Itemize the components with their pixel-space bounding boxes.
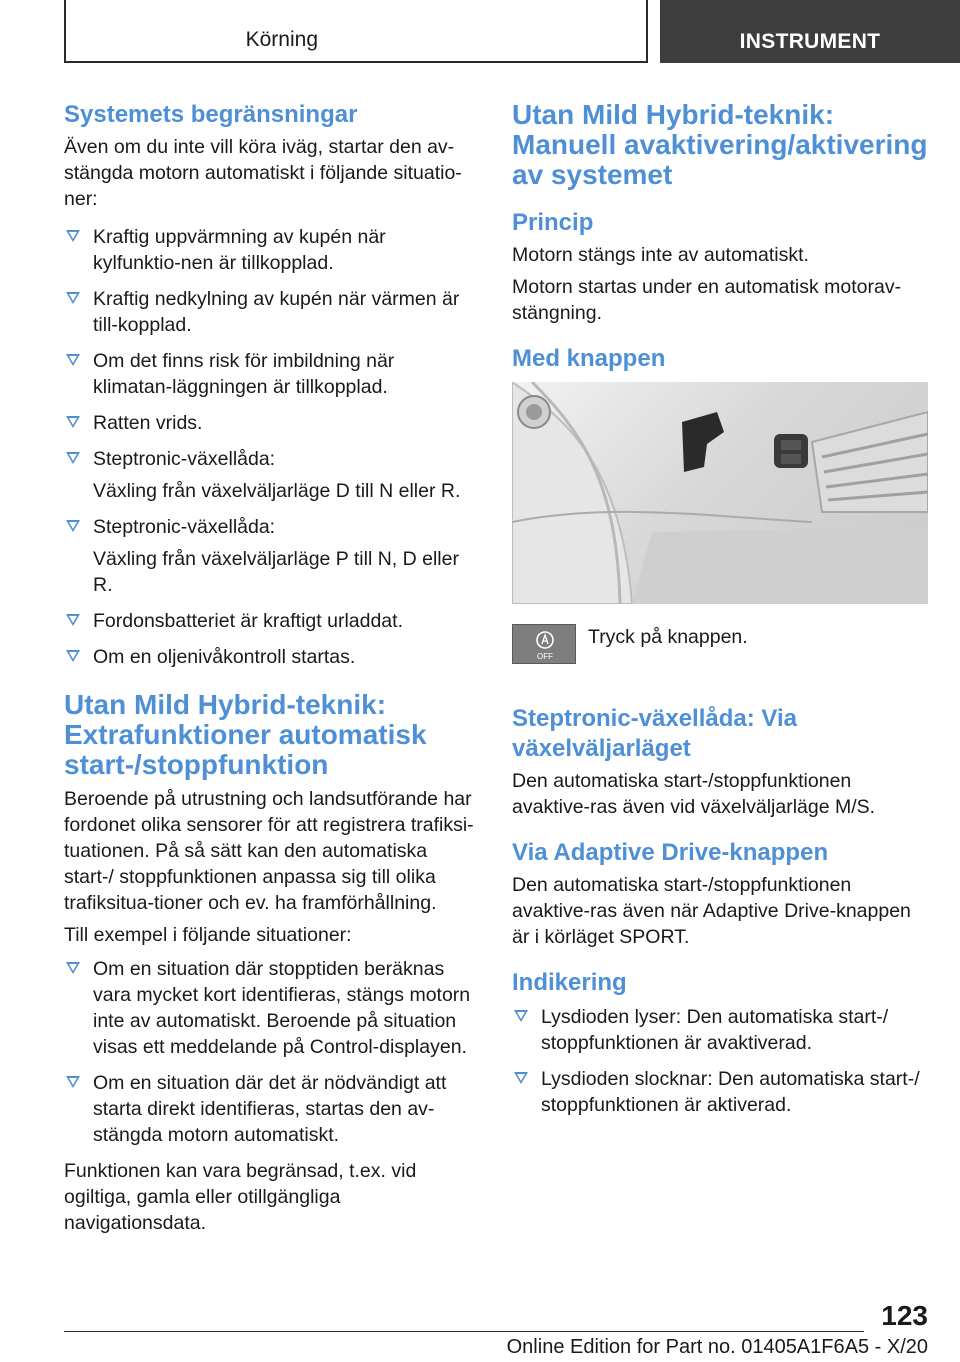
sec1-title: Systemets begränsningar: [64, 101, 358, 128]
triangle-bullet-icon: [66, 452, 80, 464]
knappen-title: Med knappen: [512, 345, 666, 372]
auto-start-stop-button-icon: [512, 624, 576, 664]
triangle-bullet-icon: [514, 1072, 528, 1084]
dashboard-illustration: [512, 382, 928, 604]
header-chapter-tab: INSTRUMENT: [660, 0, 960, 63]
list-item-sub: Växling från växelväljarläge D till N eller R.: [93, 480, 461, 502]
right-column: [512, 100, 928, 1128]
list-item-sub: Växling från växelväljarläge P till N, D eller R.: [93, 548, 459, 596]
header-frame: [64, 0, 648, 63]
footer-edition: Online Edition for Part no. 01405A1F6A5 - X/20: [506, 1336, 928, 1358]
header-section-title: Körning: [245, 28, 318, 51]
list-item: Kraftig nedkylning av kupén när värmen är till-kopplad.: [64, 286, 478, 338]
list-item: Om en situation där det är nödvändigt att starta direkt identifieras, startas den av-stängda motorn automatiskt.: [64, 1070, 478, 1148]
list-item: Lysdioden lyser: Den automatiska start-/ stoppfunktionen är avaktiverad.: [512, 1004, 928, 1056]
triangle-bullet-icon: [66, 354, 80, 366]
list-item: Om en oljenivåkontroll startas.: [64, 644, 478, 670]
sec2-list: [64, 956, 478, 1148]
main-title: Utan Mild Hybrid-teknik: Manuell avaktivering/aktivering av systemet: [512, 99, 928, 190]
indikering-list: [512, 1004, 928, 1118]
dashboard-photo: [512, 382, 928, 604]
triangle-bullet-icon: [66, 416, 80, 428]
adaptive-title: Via Adaptive Drive-knappen: [512, 839, 829, 866]
steptronic-title: Steptronic-växellåda: Via växelväljarläget: [512, 705, 797, 762]
list-item: Steptronic-växellåda: Växling från växelväljarläge D till N eller R.: [64, 446, 478, 504]
list-item: Om det finns risk för imbildning när klimatan-läggningen är tillkopplad.: [64, 348, 478, 400]
sec1-list: [64, 224, 478, 670]
steptronic-paragraph: Den automatiska start-/stoppfunktionen avaktive-ras även vid växelväljarläge M/S.: [512, 770, 876, 818]
triangle-bullet-icon: [66, 292, 80, 304]
list-item: Ratten vrids.: [64, 410, 478, 436]
sec2-paragraph-2: Till exempel i följande situationer:: [64, 924, 352, 946]
list-item: Om en situation där stopptiden beräknas vara mycket kort identifieras, stängs motorn inte av automatiskt. Beroende på situation visas ett meddelande på Control-displayen.: [64, 956, 478, 1060]
footer-divider: [64, 1331, 864, 1332]
princip-title: Princip: [512, 209, 594, 236]
princip-paragraph-1: Motorn stängs inte av automatiskt.: [512, 244, 809, 266]
sec2-paragraph-1: Beroende på utrustning och landsutförande har fordonet olika sensorer för att registrera trafiksi-tuationen. På så sätt kan den automatiska start-/ stoppfunktionen anpassa sig till olika trafiksitua-tioner och ev. ha framförhållning.: [64, 788, 474, 914]
list-item: Steptronic-växellåda: Växling från växelväljarläge P till N, D eller R.: [64, 514, 478, 598]
page-number: 123: [881, 1300, 928, 1331]
triangle-bullet-icon: [66, 650, 80, 662]
list-item: Kraftig uppvärmning av kupén när kylfunktio-nen är tillkopplad.: [64, 224, 478, 276]
triangle-bullet-icon: [66, 230, 80, 242]
list-item: Lysdioden slocknar: Den automatiska start-/ stoppfunktionen är aktiverad.: [512, 1066, 928, 1118]
triangle-bullet-icon: [66, 614, 80, 626]
triangle-bullet-icon: [514, 1010, 528, 1022]
a-off-icon: [513, 625, 577, 665]
triangle-bullet-icon: [66, 520, 80, 532]
svg-text:OFF: OFF: [537, 652, 553, 661]
sec2-title: Utan Mild Hybrid-teknik: Extrafunktioner automatisk start-/stoppfunktion: [64, 689, 427, 780]
left-column: [64, 100, 478, 1242]
indikering-title: Indikering: [512, 969, 627, 996]
triangle-bullet-icon: [66, 962, 80, 974]
princip-paragraph-2: Motorn startas under en automatisk motorav-stängning.: [512, 276, 902, 324]
button-instruction: [512, 624, 928, 684]
sec1-intro: Även om du inte vill köra iväg, startar den av-stängda motorn automatiskt i följande situatio-ner:: [64, 136, 462, 210]
triangle-bullet-icon: [66, 1076, 80, 1088]
adaptive-paragraph: Den automatiska start-/stoppfunktionen avaktive-ras även när Adaptive Drive-knappen är i körläget SPORT.: [512, 874, 911, 948]
sec2-paragraph-3: Funktionen kan vara begränsad, t.ex. vid ogiltiga, gamla eller otillgängliga navigationsdata.: [64, 1160, 417, 1234]
button-instruction-text: Tryck på knappen.: [588, 626, 748, 648]
list-item: Fordonsbatteriet är kraftigt urladdat.: [64, 608, 478, 634]
